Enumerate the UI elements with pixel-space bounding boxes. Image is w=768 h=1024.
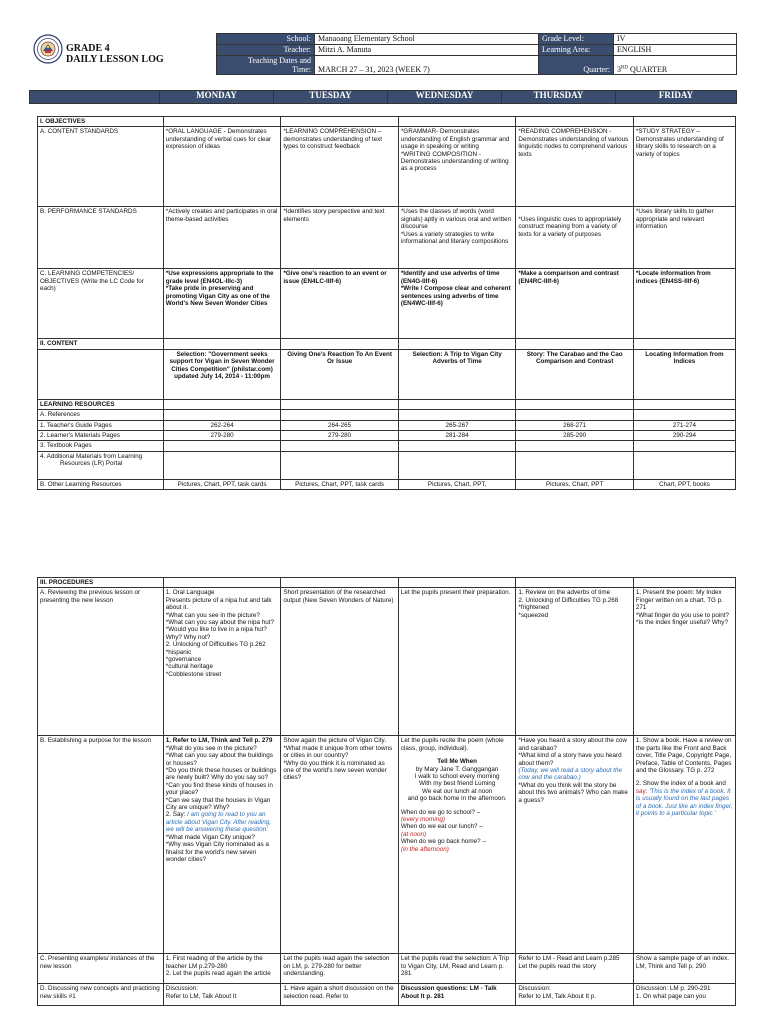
lm-pages-label: 2. Learner's Materials Pages — [38, 431, 164, 441]
day-header-wednesday: WEDNESDAY — [388, 91, 502, 104]
content-std-monday: *ORAL LANGUAGE - Demonstrates understanding of verbal cues for clear expression of ideas — [163, 127, 281, 207]
perf-std-wednesday: *Uses the classes of words (word signals) aptly in various oral and written discourse *Uses a variety strategies to write informational and literary compositions — [398, 207, 516, 269]
table-row — [38, 207, 736, 269]
purpose-monday-guide-questions: *What made Vigan City unique? *Why was Vigan City nominated as a finalist for the world's new seven wonder cities? — [165, 833, 269, 863]
teacher-value: Mitzi A. Manuta — [315, 45, 539, 56]
examples-monday: 1. First reading of the article by the teacher LM p.279-280 2. Let the pupils read again the article — [163, 954, 281, 984]
log-title — [66, 43, 164, 65]
quarter-suffix: RD — [621, 65, 628, 71]
grade-label: Grade Level: — [539, 34, 614, 45]
other-resources-wednesday: Pictures, Chart, PPT, — [398, 479, 516, 489]
day-header-friday: FRIDAY — [616, 91, 737, 104]
purpose-wednesday-intro: Let the pupils recite the poem (whole class, group, individual). — [400, 737, 504, 752]
lm-pages-friday: 290-294 — [633, 431, 735, 441]
poem-title: Tell Me When — [437, 758, 477, 766]
examples-tuesday: Let the pupils read again the selection on LM, p. 279-280 for better understanding. — [281, 954, 399, 984]
poem-answer-2: (at noon) — [400, 830, 427, 838]
content-std-thursday: *READING COMPREHENSION - Demonstrates understanding of various linguistic nodes to comprehend various texts — [516, 127, 634, 207]
table-row — [38, 578, 736, 588]
other-resources-tuesday: Pictures, Chart, PPT, task cards — [281, 479, 399, 489]
references-label: A. References — [38, 410, 164, 420]
review-wednesday: Let the pupils present their preparation. — [398, 588, 516, 736]
content-wednesday: Selection: A Trip to Vigan City Adverbs of Time — [398, 349, 516, 399]
review-thursday: 1. Review on the adverbs of time 2. Unlocking of Difficulties TG p.268 *frightened *squeezed — [516, 588, 634, 736]
perf-std-thursday: *Uses linguistic cues to appropriately construct meaning from a variety of texts for a variety of purposes — [516, 207, 634, 269]
dates-label — [217, 56, 315, 75]
other-resources-thursday: Pictures, Chart, PPT — [516, 479, 634, 489]
content-std-friday: *STUDY STRATEGY – Demonstrates understanding of library skills to research on a variety of topics — [633, 127, 735, 207]
dates-label-line2: Time: — [292, 65, 311, 74]
competency-tuesday: *Give one's reaction to an event or issue (EN4LC-IIIf-6) — [281, 269, 399, 339]
competency-thursday: *Make a comparison and contrast (EN4RC-IIIf-6) — [516, 269, 634, 339]
dates-label-line1: Teaching Dates and — [248, 56, 311, 65]
purpose-monday — [163, 736, 281, 954]
lm-pages-monday: 279-280 — [163, 431, 281, 441]
textbook-pages-label: 3. Textbook Pages — [38, 441, 164, 451]
other-resources-label: B. Other Learning Resources — [38, 479, 164, 489]
purpose-friday-show: 2. Show the index of a book and — [635, 780, 726, 788]
lr-portal-label — [38, 451, 164, 479]
area-label: Learning Area: — [539, 45, 614, 56]
quarter-number: 3 — [617, 65, 621, 74]
lm-pages-tuesday: 279-280 — [281, 431, 399, 441]
day-header-monday: MONDAY — [160, 91, 274, 104]
title-log: DAILY LESSON LOG — [66, 54, 164, 65]
review-monday: 1. Oral Language Presents picture of a nipa hut and talk about it. *What can you see in the picture? *What can you say about the nipa hut? *Would you like to live in a nipa hut? Why? Why not? 2. Unlocking of Difficulties TG p.262 *hispanic *governance *cultural heritage *Cobblestone street — [163, 588, 281, 736]
purpose-label: B. Establishing a purpose for the lesson — [38, 736, 164, 954]
tg-pages-friday: 271-274 — [633, 420, 735, 430]
purpose-thursday-note: (Today, we will read a story about the cow and the carabao.) — [518, 767, 622, 782]
lr-portal-label-line1: 4. Additional Materials from Learning — [40, 452, 143, 460]
perf-std-monday: *Actively creates and participates in oral theme-based activities — [163, 207, 281, 269]
competency-friday: *Locate information from indices (EN4SS-IIIf-6) — [633, 269, 735, 339]
title-grade: GRADE 4 — [66, 43, 110, 54]
teacher-label: Teacher: — [217, 45, 315, 56]
purpose-thursday — [516, 736, 634, 954]
purpose-friday — [633, 736, 735, 954]
purpose-monday-questions: *What do you see in the picture? *What can you say about the buildings or houses? *Do you think these houses or buildings are newly built? Why do you say so? *Can you find these kinds of houses in your place? *Can we say that the houses in Vigan City are unique? Why? — [165, 744, 277, 812]
table-row — [38, 441, 736, 451]
tg-pages-wednesday: 265-267 — [398, 420, 516, 430]
purpose-monday-ref: 1. Refer to LM, Think and Tell p. 279 — [165, 737, 273, 745]
other-resources-friday: Chart, PPT, books — [633, 479, 735, 489]
purpose-tuesday: Show again the picture of Vigan City. *What made it unique from other towns or cities in our country? *Why do you think it is nominated as one of the world's new seven wonder cities? — [281, 736, 399, 954]
competency-monday: *Use expressions appropriate to the grade level (EN4OL-IIIc-3) *Take pride in preserving and promoting Vigan City as one of the World's New Seven Wonder Cities — [163, 269, 281, 339]
day-header-blank — [30, 91, 160, 104]
school-value: Manaoang Elementary School — [315, 34, 539, 45]
table-row — [38, 269, 736, 339]
table-row — [38, 451, 736, 479]
content-monday: Selection: "Government seeks support for Vigan in Seven Wonder Cities Competition" (philstar.com) updated July 14, 2014 - 11:00pm — [163, 349, 281, 399]
procedures-table — [37, 577, 736, 1006]
discussion-friday: Discussion: LM p. 290-291 1. On what page can you — [633, 984, 735, 1006]
poem-question-2: When do we eat our lunch? – — [400, 823, 483, 831]
table-row — [38, 588, 736, 736]
competencies-label: C. LEARNING COMPETENCIES/ OBJECTIVES (Write the LC Code for each) — [38, 269, 164, 339]
procedures-heading: III. PROCEDURES — [38, 578, 164, 588]
poem-question-3: When do we go back home? – — [400, 838, 486, 846]
discussion-tuesday: 1. Have again a short discussion on the selection read. Refer to — [281, 984, 399, 1006]
poem-text: by Mary Jane T. Ganggangan I walk to school every morning With my best friend Luming We eat our lunch at noon and go back home in the afternoon. — [407, 765, 507, 803]
discussion-wednesday: Discussion questions: LM - Talk About It p. 281 — [398, 984, 516, 1006]
content-standards-label: A. CONTENT STANDARDS — [38, 127, 164, 207]
purpose-thursday-questions: *Have you heard a story about the cow and carabao? *What kind of a story have you heard about them? — [518, 737, 627, 767]
poem-question-1: When do we go to school? – — [400, 808, 481, 816]
dates-value: MARCH 27 – 31, 2023 (WEEK 7) — [315, 56, 539, 75]
day-header-thursday: THURSDAY — [502, 91, 616, 104]
purpose-wednesday — [398, 736, 516, 954]
lr-portal-label-line2: Resources (LR) Portal — [60, 460, 123, 468]
objectives-heading: I. OBJECTIVES — [38, 117, 164, 127]
quarter-label: Quarter: — [539, 56, 614, 75]
purpose-friday-review: 1. Show a book. Have a review on the parts like the Front and Back cover, Title Page, Copyright Page, Preface, Table of Contents, Pages and the Glossary. TG p. 272 — [635, 737, 732, 775]
perf-std-friday: *Uses library skills to gather appropriate and relevant information — [633, 207, 735, 269]
content-heading: II. CONTENT — [38, 339, 164, 349]
discussion-monday: Discussion: Refer to LM, Talk About It — [163, 984, 281, 1006]
competency-wednesday: *Identify and use adverbs of time (EN4G-IIIf-6) *Write / Compose clear and coherent sentences using adverbs of time (EN4WC-IIIf-6) — [398, 269, 516, 339]
review-label: A. Reviewing the previous lesson or presenting the new lesson — [38, 588, 164, 736]
tg-pages-tuesday: 264-265 — [281, 420, 399, 430]
lm-pages-wednesday: 281-284 — [398, 431, 516, 441]
content-tuesday: Giving One's Reaction To An Event Or Issue — [281, 349, 399, 399]
poem-answer-3: (in the afternoon) — [400, 845, 449, 853]
school-label: School: — [217, 34, 315, 45]
examples-friday: Show a sample page of an index. LM, Think and Tell p. 290 — [633, 954, 735, 984]
quarter-value — [614, 56, 737, 75]
tg-pages-label: 1. Teacher's Guide Pages — [38, 420, 164, 430]
purpose-monday-say-text: I am going to read to you an article about Vigan City. After reading, we will be answering these question: — [165, 811, 272, 834]
table-row — [38, 479, 736, 489]
tg-pages-monday: 262-264 — [163, 420, 281, 430]
content-std-tuesday: *LEARNING COMPREHENSION – demonstrates understanding of text types to construct feedback — [281, 127, 399, 207]
table-row — [38, 431, 736, 441]
tg-pages-thursday: 268-271 — [516, 420, 634, 430]
objectives-table — [37, 116, 736, 490]
purpose-friday-say: say: — [635, 787, 648, 795]
poem-answer-1: (every morning) — [400, 816, 445, 824]
quarter-word: QUARTER — [627, 65, 668, 74]
day-header-bar — [29, 90, 737, 104]
other-resources-monday: Pictures, Chart, PPT, task cards — [163, 479, 281, 489]
table-row — [38, 410, 736, 420]
table-row — [38, 349, 736, 399]
content-thursday: Story: The Carabao and the Cao Comparison and Contrast — [516, 349, 634, 399]
table-row — [38, 954, 736, 984]
examples-label: C. Presenting examples/ instances of the new lesson — [38, 954, 164, 984]
lm-pages-thursday: 285-290 — [516, 431, 634, 441]
perf-std-tuesday: *Identifies story perspective and text elements — [281, 207, 399, 269]
table-row — [38, 736, 736, 954]
table-row — [38, 420, 736, 430]
deped-seal-logo — [33, 34, 63, 64]
day-header-tuesday: TUESDAY — [274, 91, 388, 104]
purpose-friday-say-text: 'This is the index of a book. It is usually found on the last pages of a book. Just like an index finger, it points to a particular topic.' — [635, 787, 733, 818]
table-row — [38, 127, 736, 207]
learning-resources-heading: LEARNING RESOURCES — [38, 399, 164, 409]
content-friday: Locating Information from Indices — [633, 349, 735, 399]
table-row — [38, 339, 736, 349]
header-info-table — [216, 33, 737, 75]
purpose-thursday-guess: *What do you think will the story be about this two animals? Who can make a guess? — [518, 781, 628, 804]
content-std-wednesday: *GRAMMAR- Demonstrates understanding of English grammar and usage in speaking or writing *WRITING COMPOSITION - Demonstrates understanding of writing as a process — [398, 127, 516, 207]
grade-value: IV — [614, 34, 737, 45]
performance-standards-label: B. PERFORMANCE STANDARDS — [38, 207, 164, 269]
discussion-thursday: Discussion: Refer to LM, Talk About It p. — [516, 984, 634, 1006]
examples-thursday: Refer to LM - Read and Learn p.285 Let the pupils read the story — [516, 954, 634, 984]
area-value: ENGLISH — [614, 45, 737, 56]
review-tuesday: Short presentation of the researched output (New Seven Wonders of Nature) — [281, 588, 399, 736]
discussion-label: D. Discussing new concepts and practicing new skills #1 — [38, 984, 164, 1006]
table-row — [38, 399, 736, 409]
examples-wednesday: Let the pupils read the selection: A Trip to Vigan City, LM, Read and Learn p. 281 — [398, 954, 516, 984]
table-row — [38, 117, 736, 127]
purpose-monday-say: 2. Say: — [165, 811, 188, 819]
table-row — [38, 984, 736, 1006]
review-friday: 1. Present the poem: My Index Finger written on a chart. TG p. 271 *What finger do you use to point? *Is the index finger useful? Why? — [633, 588, 735, 736]
